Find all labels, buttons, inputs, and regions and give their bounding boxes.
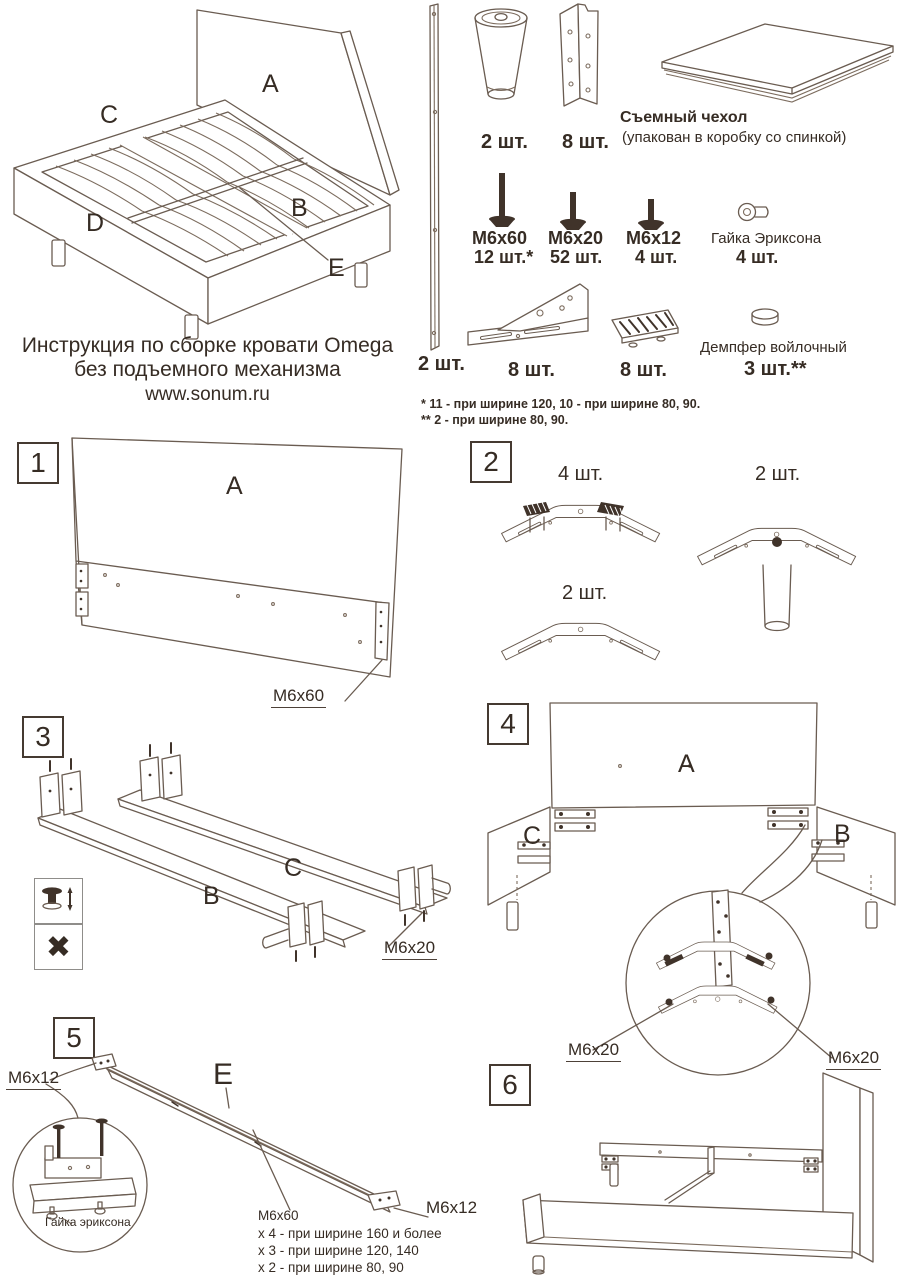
screw-m6x20-icon	[560, 192, 586, 230]
step4-label-c: C	[523, 822, 542, 850]
step2-qty-legs: 2 шт.	[755, 463, 801, 485]
detail-leader	[742, 825, 805, 893]
slat-pad-icon	[612, 310, 678, 347]
overview-label-a: A	[262, 70, 279, 98]
callout-leader	[394, 1208, 428, 1217]
damper-qty: 3 шт.**	[744, 358, 807, 380]
overview-label-b: B	[291, 194, 308, 222]
footnote-2: ** 2 - при ширине 80, 90.	[421, 413, 569, 427]
loose-screw-advice-box	[34, 878, 83, 924]
step-6-drawing	[460, 1040, 900, 1280]
screw-m6x12-icon	[638, 199, 664, 230]
step2-qty-holders: 4 шт.	[558, 463, 604, 485]
corner-bracket-icon	[560, 4, 598, 106]
overview-label-d: D	[86, 209, 105, 237]
step-2-drawing	[460, 430, 900, 690]
step5-nut-label: Гайка эриксона	[45, 1215, 131, 1229]
panel-leg	[507, 902, 518, 930]
screw-m6x12-name: М6х12	[626, 228, 682, 248]
brace-qty: 8 шт.	[508, 359, 555, 381]
screw-m6x20-qty: 52 шт.	[550, 247, 603, 267]
cover-icon	[662, 24, 893, 102]
step-6-number: 6	[489, 1064, 531, 1106]
step-5-number: 5	[53, 1017, 95, 1059]
screw-m6x20-name: М6х20	[548, 228, 604, 248]
corner-plate-plain	[502, 623, 660, 659]
cross-icon: ✖	[45, 930, 72, 964]
panel-leg	[866, 902, 877, 928]
erikson-nut-name: Гайка Эриксона	[711, 230, 822, 247]
rail-c	[118, 743, 450, 925]
back-rail-assembly	[600, 1143, 822, 1203]
corner-bracket-qty: 8 шт.	[562, 131, 609, 153]
bed-leg	[52, 240, 65, 266]
step-4-number: 4	[487, 703, 529, 745]
website-url: www.sonum.ru	[145, 384, 270, 405]
step-2-number: 2	[470, 441, 512, 483]
felt-damper-icon	[752, 309, 778, 325]
erikson-nut-icon	[739, 204, 769, 221]
step2-qty-plain: 2 шт.	[562, 582, 608, 604]
metal-strip-icon	[430, 4, 439, 350]
overview-label-e: E	[328, 254, 345, 282]
step3-label-b: B	[203, 882, 220, 910]
center-beam	[92, 1054, 400, 1212]
overview-label-c: C	[100, 101, 119, 129]
step5-callout-m6x12-right: M6x12	[426, 1198, 478, 1217]
footnote-1: * 11 - при ширине 120, 10 - при ширине 80, 90.	[421, 397, 701, 411]
step4-callout-m6x20-left: M6x20	[566, 1040, 621, 1062]
screw-m6x12-qty: 4 шт.	[635, 247, 678, 267]
step4-label-b: B	[834, 820, 851, 848]
usage-note-leader	[253, 1130, 290, 1210]
title-line-1: Инструкция по сборке кровати Omega	[21, 334, 394, 357]
step5-usage-line-3: х 2 - при ширине 80, 90	[258, 1260, 404, 1275]
cover-note: (упакован в коробку со спинкой)	[622, 129, 847, 146]
document-title	[20, 334, 395, 382]
plate-leg	[763, 537, 791, 631]
step4-label-a: A	[678, 750, 695, 778]
step1-label-a: A	[226, 472, 243, 500]
title-line-2: без подъемного механизма	[74, 358, 341, 382]
mount-bracket	[76, 564, 88, 588]
step1-callout-m6x60: M6x60	[271, 686, 326, 708]
cover-name: Съемный чехол	[620, 109, 748, 126]
slat-pad-qty: 8 шт.	[620, 359, 667, 381]
erikson-nut-qty: 4 шт.	[736, 247, 779, 267]
screw-m6x60-qty: 12 шт.*	[474, 247, 534, 267]
step3-callout-m6x20: M6x20	[382, 938, 437, 960]
screw-m6x60-name: М6х60	[472, 228, 528, 248]
front-frame	[523, 1194, 853, 1274]
step-3-number: 3	[22, 716, 64, 758]
step5-label-e: E	[213, 1058, 234, 1091]
step5-usage-title: М6х60	[258, 1208, 299, 1223]
screw-m6x60-icon	[489, 173, 515, 227]
step3-label-c: C	[284, 854, 303, 882]
bed-leg	[355, 263, 367, 287]
step5-callout-m6x12-top: M6x12	[6, 1068, 61, 1090]
leg-icon	[475, 9, 527, 99]
step-1-drawing	[60, 430, 430, 720]
mount-bracket	[375, 602, 389, 660]
detail-circle-content	[656, 890, 777, 1013]
strip-qty: 2 шт.	[418, 353, 465, 375]
loose-screw-icon	[39, 882, 79, 920]
step4-callout-m6x20-right: M6x20	[826, 1048, 881, 1070]
step-1-number: 1	[17, 442, 59, 484]
step5-usage-line-2: х 3 - при ширине 120, 140	[258, 1243, 419, 1258]
damper-name: Демпфер войлочный	[700, 339, 847, 356]
detail-leader	[760, 840, 822, 902]
do-not-tighten-box	[34, 924, 83, 970]
step5-usage-line-1: х 4 - при ширине 160 и более	[258, 1226, 442, 1241]
headboard-edge	[860, 1088, 873, 1262]
leg-qty: 2 шт.	[481, 131, 528, 153]
mount-bracket	[76, 592, 88, 616]
bed-overview-drawing	[0, 0, 420, 340]
detail-circle-content	[30, 1119, 136, 1225]
corner-brace-icon	[468, 284, 588, 345]
